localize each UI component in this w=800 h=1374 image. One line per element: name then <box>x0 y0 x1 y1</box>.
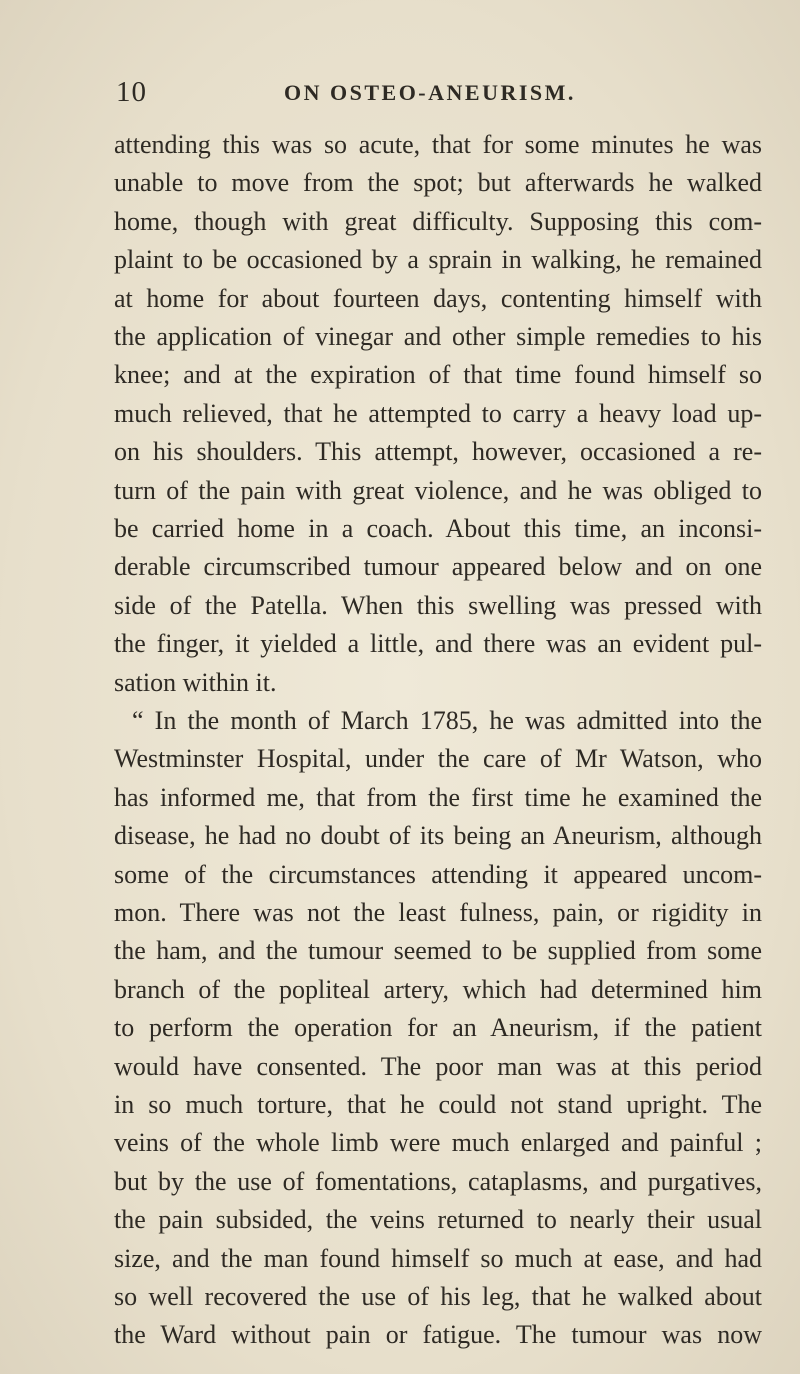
text-line: knee; and at the expiration of that time found himself so <box>114 360 762 390</box>
text-line: sation within it. <box>114 667 277 697</box>
text-line: be carried home in a coach. About this time, an inconsi- <box>114 514 762 543</box>
text-line: so well recovered the use of his leg, that he walked about <box>114 1282 762 1311</box>
text-line: on his shoulders. This attempt, however, occasioned a re- <box>114 437 762 467</box>
text-line: the application of vinegar and other simple remedies to his <box>114 322 762 351</box>
text-line: the pain subsided, the veins returned to nearly their usual <box>114 1205 762 1235</box>
text-line: attending this was so acute, that for some minutes he was <box>114 130 762 159</box>
text-line: derable circumscribed tumour appeared below and on one <box>114 552 762 582</box>
text-line: in so much torture, that he could not stand upright. The <box>114 1090 762 1119</box>
text-line: much relieved, that he attempted to carry a heavy load up- <box>114 398 762 428</box>
text-line: but by the use of fomentations, cataplasms, and purgatives, <box>114 1166 762 1196</box>
running-title: ON OSTEO-ANEURISM. <box>284 80 576 105</box>
text-line: the ham, and the tumour seemed to be supplied from some <box>114 936 762 966</box>
text-line: has informed me, that from the first time he examined the <box>114 782 762 812</box>
text-line: would have consented. The poor man was at this period <box>114 1051 762 1081</box>
text-line: mon. There was not the least fulness, pain, or rigidity in <box>114 898 762 927</box>
text-line: turn of the pain with great violence, and he was obliged to <box>114 475 762 505</box>
running-head <box>0 76 800 116</box>
text-line: unable to move from the spot; but afterwards he walked <box>114 168 762 198</box>
text-line: to perform the operation for an Aneurism, if the patient <box>114 1013 762 1043</box>
text-line: plaint to be occasioned by a sprain in walking, he remained <box>114 245 762 275</box>
text-line: the Ward without pain or fatigue. The tumour was now <box>114 1320 762 1350</box>
text-line: side of the Patella. When this swelling was pressed with <box>114 590 762 620</box>
text-line: size, and the man found himself so much at ease, and had <box>114 1243 762 1273</box>
text-line: home, though with great difficulty. Supposing this com- <box>114 206 762 236</box>
text-line: branch of the popliteal artery, which had determined him <box>114 974 762 1004</box>
text-line: the finger, it yielded a little, and there was an evident pul- <box>114 629 762 659</box>
text-line: “ In the month of March 1785, he was admitted into the <box>132 706 762 735</box>
text-line: veins of the whole limb were much enlarged and painful ; <box>114 1128 762 1158</box>
text-line: Westminster Hospital, under the care of Mr Watson, who <box>114 744 762 774</box>
text-line: at home for about fourteen days, contenting himself with <box>114 283 762 313</box>
text-line: disease, he had no doubt of its being an Aneurism, although <box>114 821 762 851</box>
page-number: 10 <box>116 76 147 108</box>
text-line: some of the circumstances attending it appeared uncom- <box>114 859 762 889</box>
